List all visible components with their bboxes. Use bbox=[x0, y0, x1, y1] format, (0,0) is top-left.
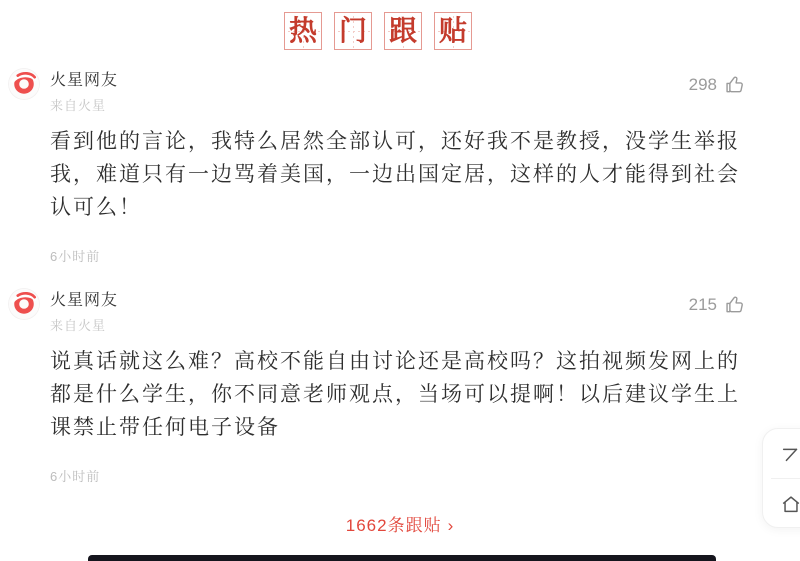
comment-item bbox=[0, 286, 800, 485]
all-comments-label: 1662条跟贴 bbox=[345, 516, 442, 535]
username[interactable]: 火星网友 bbox=[50, 72, 119, 89]
horizontal-scrollbar[interactable] bbox=[88, 555, 716, 561]
share-arrow-icon bbox=[780, 443, 800, 465]
title-char-box bbox=[384, 12, 422, 50]
like-count: 298 bbox=[688, 74, 717, 94]
avatar[interactable] bbox=[8, 288, 40, 320]
home-icon bbox=[780, 493, 800, 515]
home-button[interactable] bbox=[763, 479, 800, 528]
title-char: 门 bbox=[338, 14, 367, 47]
comment-item bbox=[0, 66, 800, 265]
title-char: 贴 bbox=[438, 14, 467, 47]
chevron-right-icon: › bbox=[447, 516, 455, 535]
avatar[interactable] bbox=[8, 68, 40, 100]
user-location: 来自火星 bbox=[50, 98, 107, 113]
panel-top-button[interactable] bbox=[763, 429, 800, 478]
thumbs-up-icon bbox=[724, 294, 745, 315]
comment-time: 6小时前 bbox=[50, 469, 101, 484]
user-location: 来自火星 bbox=[50, 318, 107, 333]
all-comments-link[interactable] bbox=[0, 511, 800, 536]
like-count: 215 bbox=[688, 294, 717, 314]
like-button[interactable] bbox=[689, 294, 745, 315]
floating-action-panel bbox=[762, 428, 800, 528]
title-char-box bbox=[284, 12, 322, 50]
title-char: 热 bbox=[288, 14, 317, 47]
comment-text: 看到他的言论，我特么居然全部认可，还好我不是教授，没学生举报我，难道只有一边骂着美国，一边出国定居，这样的人才能得到社会认可么！ bbox=[50, 130, 740, 219]
like-button[interactable] bbox=[689, 74, 745, 95]
comment-time: 6小时前 bbox=[50, 249, 101, 264]
thumbs-up-icon bbox=[724, 74, 745, 95]
title-char-box bbox=[434, 12, 472, 50]
username[interactable]: 火星网友 bbox=[50, 292, 119, 309]
page-title bbox=[0, 12, 778, 50]
comment-text: 说真话就这么难？高校不能自由讨论还是高校吗？这拍视频发网上的都是什么学生，你不同意老师观点，当场可以提啊！以后建议学生上课禁止带任何电子设备 bbox=[50, 350, 740, 439]
title-char: 跟 bbox=[388, 14, 417, 47]
title-char-box bbox=[334, 12, 372, 50]
